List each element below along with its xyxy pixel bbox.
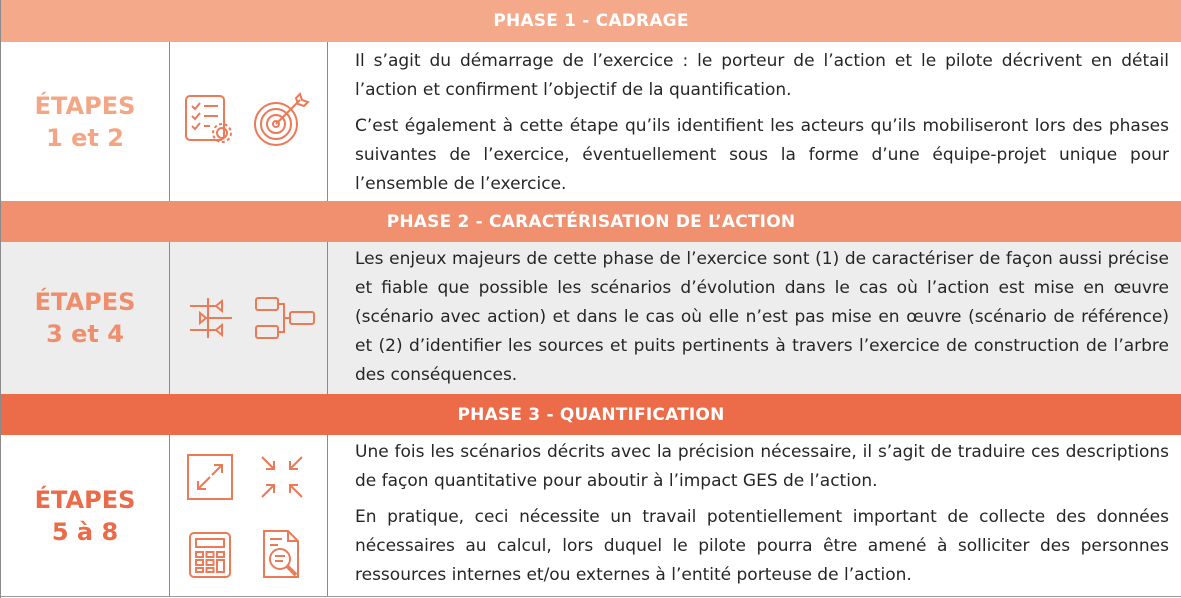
phase-2-header	[1, 201, 1181, 242]
phase-3-title: PHASE 3 - QUANTIFICATION	[457, 404, 725, 425]
split-arrows-icon	[186, 296, 236, 340]
phase-3-paragraph-1: Une fois les scénarios décrits avec la précision nécessaire, il s’agit de traduire ces descriptions de façon quantitative pour aboutir à l’impact GES de l’action.	[355, 442, 1169, 491]
calculator-icon	[188, 531, 232, 579]
phase-2-steps-label: ÉTAPES	[34, 288, 136, 316]
phase-3-paragraph-2: En pratique, ceci nécessite un travail potentiellement important de collecte des données nécessaires au calcul, lors duquel le pilote pourra être amené à solliciter des personnes ressources internes et/ou externes à l’entité porteuse de l’action.	[355, 507, 1169, 585]
phase-1-paragraph-2: C’est également à cette étape qu’ils identifient les acteurs qu’ils mobiliseront lors des phases suivantes de l’exercice, éventuellement sous la forme d’une équipe-projet unique pour l’ensemble de l’exercice.	[355, 116, 1169, 194]
phase-3-icons	[170, 435, 328, 597]
phase-2-steps	[1, 242, 170, 394]
phase-3-steps-label: ÉTAPES	[34, 486, 136, 514]
document-search-icon	[258, 529, 308, 581]
flowchart-icon	[254, 296, 316, 340]
phase-1-header	[1, 0, 1181, 42]
phase-1-steps-range: 1 et 2	[46, 123, 124, 152]
phase-3-header	[1, 394, 1181, 435]
phase-1-icons	[170, 42, 328, 201]
collapse-icon	[258, 453, 306, 501]
phase-1-steps	[1, 42, 170, 201]
phase-1-description	[355, 42, 1169, 201]
phase-2-description	[355, 242, 1169, 394]
phase-3-description	[355, 435, 1169, 597]
phase-2-steps-range: 3 et 4	[46, 320, 124, 348]
phase-1-paragraph-1: Il s’agit du démarrage de l’exercice : le porteur de l’action et le pilote décrivent en détail l’action et confirment l’objectif de la quantification.	[355, 51, 1169, 100]
expand-icon	[186, 453, 234, 501]
target-icon	[252, 92, 312, 148]
phase-1-steps-label: ÉTAPES	[34, 91, 136, 120]
phase-2-title: PHASE 2 - CARACTÉRISATION DE L’ACTION	[386, 211, 796, 232]
phase-1-row	[1, 42, 1181, 201]
phase-3-steps-range: 5 à 8	[51, 518, 119, 546]
phase-1-title: PHASE 1 - CADRAGE	[493, 11, 689, 31]
phase-3-row	[1, 435, 1181, 597]
bottom-rule	[1, 596, 1181, 597]
checklist-gear-icon	[184, 94, 234, 146]
phase-2-paragraph-1: Les enjeux majeurs de cette phase de l’exercice sont (1) de caractériser de façon aussi précise et fiable que possible les scénarios d’évolution dans le cas où l’action est mise en œuvre (scénario avec action) et dans le cas où elle n’est pas mise en œuvre (scénario de référence) et (2) d’identifier les sources et puits pertinents à travers l’exercice de construction de l’arbre des conséquences.	[355, 249, 1169, 385]
phase-3-steps	[1, 435, 170, 597]
phase-2-row	[1, 242, 1181, 394]
phase-2-icons	[170, 242, 328, 394]
